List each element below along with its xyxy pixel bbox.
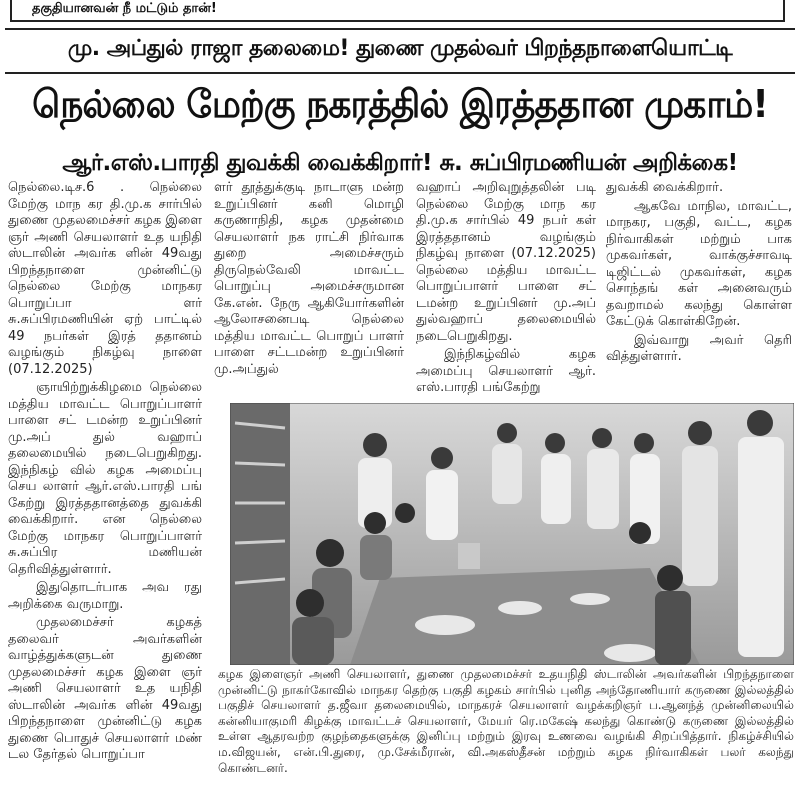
subheadline: ஆர்.எஸ்.பாரதி துவக்கி வைக்கிறார்! சு. சுப்பிரமணியன் அறிக்கை!: [62, 150, 738, 176]
article-column-1: [8, 180, 202, 792]
headline: நெல்லை மேற்கு நகரத்தில் இரத்ததான முகாம்!: [32, 82, 768, 126]
col1-para-2: ஞாயிற்றுக்கிழமை நெல்லை மத்திய மாவட்ட பொறுப்பாளர் பாளை சட் டமன்ற உறுப்பினர் மு.அப் துல் வஹாப் தலைமையில் நடைபெறுகிறது. இந்நிகழ் வில் கழக அமைப்பு செய லாளர் ஆர்.எஸ்.பாரதி பங் கேற்று இரத்ததானத்தை துவக்கி வைக்கிறார். என நெல்லை மேற்கு மாநகர பொறுப்பாளர் சு.சுப்பிர மணியன் தெரிவித்துள்ளார்.: [8, 380, 202, 577]
col4-para-2: ஆகவே மாநில, மாவட்ட, மாநகர, பகுதி, வட்ட, கழக நிர்வாகிகள் மற்றும் பாக முகவர்கள், வாக்குச்சாவடி டிஜிட்டல் முகவர்கள், கழக சொந்தங் கள் அனைவரும் தவறாமல் கலந்து கொள்ள கேட்டுக் கொள்கிறேன்.: [606, 198, 792, 329]
col2-para-1: ளர் தூத்துக்குடி நாடாளு மன்ற உறுப்பினர் கனி மொழி கருணாநிதி, கழக முதன்மை செயலாளர் நக ராட்சி நிர்வாக துறை அமைச்சரும் திருநெல்வேலி மாவட்ட பொறுப்பு அமைச்சருமான கே.என். நேரு ஆகியோர்களின் ஆலோசனைபடி நெல்லை மத்திய மாவட்ட பொறுப் பாளர் பாளை சட்டமன்ற உறுப்பினர் மு.அப்துல்: [214, 180, 404, 377]
photo-caption: கழக இளைஞர் அணி செயலாளர், துணை முதலமைச்சர் உதயநிதி ஸ்டாலின் அவர்களின் பிறந்தநாளை முன்னிட்டு நாகர்கோவில் மாநகர தெற்கு பகுதி கழகம் சார்பில் புனித அந்தோணியார் கருணை இல்லத்தில் பகுதிச் செயலாளர் த.ஜீவா தலைமையில், மாநகரச் செயலாளர் வழக்கறிஞர் ப.ஆனந்த் முன்னிலையில் கன்னியாகுமரி கிழக்கு மாவட்டச் செயலாளர், மேயர் ரெ.மகேஷ் கலந்து கொண்டு கருணை இல்லத்தில் உள்ள ஆதரவற்ற குழந்தைகளுக்கு இனிப்பு மற்றும் இரவு உணவை வழங்கி சிறப்பித்தார். நிகழ்ச்சியில் ம.விஜயன், என்.பி.துரை, மு.சேக்மீரான், வி.அகஸ்தீசன் மற்றும் கழக நிர்வாகிகள் பலர் கலந்து கொண்டனர்.: [218, 667, 794, 775]
rule-top: [5, 28, 795, 30]
event-photo: [230, 403, 794, 665]
article-column-2: [214, 180, 404, 395]
col3-para-2: இந்நிகழ்வில் கழக அமைப்பு செயலாளர் ஆர். எஸ்.பாரதி பங்கேற்று: [416, 347, 596, 395]
article-column-4: [606, 180, 792, 395]
kicker-line: மு. அப்துல் ராஜா தலைமை! துணை முதல்வர் பிறந்தநாளையொட்டி: [67, 36, 733, 61]
rule-kicker: [5, 72, 795, 74]
col4-para-3: இவ்வாறு அவர் தெரி வித்துள்ளார்.: [606, 332, 792, 364]
top-strip-box: [10, 0, 785, 22]
event-photo-illustration: [230, 403, 794, 665]
col1-para-4: முதலமைச்சர் கழகத் தலைவர் அவர்களின் வாழ்த்துக்களுடன் துணை முதலமைச்சர் கழக இளை ஞர் அணி செயலாளர் உத யநிதி ஸ்டாலின் அவர்க ளின் 49வது பிறந்தநாளை முன்னிட்டு கழக துணை பொதுச் செயலாளர் மண் டல தேர்தல் பொறுப்பா: [8, 615, 202, 762]
col1-para-1: நெல்லை.டிச.6 . நெல்லை மேற்கு மாந கர தி.மு.க சார்பில் துணை முதலமைச்சர் கழக இளை ஞர் அணி செயலாளர் உத யநிதி ஸ்டாலின் அவர்க ளின் 49வது பிறந்தநாளை முன்னிட்டு நெல்லை மேற்கு மாநகர பொறுப்பா ளர் சு.சுப்பிரமணியின் ஏற் பாட்டில் 49 நபர்கள் இரத் ததானம் வழங்கும் நிகழ்வு நாளை (07.12.2025): [8, 180, 202, 377]
col4-para-1: துவக்கி வைக்கிறார்.: [606, 180, 724, 195]
article-column-3: [416, 180, 596, 395]
col3-para-1: வஹாப் அறிவுறுத்தலின் படி நெல்லை மேற்கு மாந கர தி.மு.க சார்பில் 49 நபர் கள் இரத்ததானம் வழங்கும் நிகழ்வு நாளை (07.12.2025) நெல்லை மத்திய மாவட்ட பொறுப்பாளர் பாளை சட் டமன்ற உறுப்பினர் மு.அப் துல்வஹாப் தலைமையில் நடைபெறுகிறது.: [416, 180, 596, 344]
col1-para-3: இதுதொடர்பாக அவ ரது அறிக்கை வருமாறு.: [8, 580, 202, 612]
top-strip-text: தகுதியானவன் நீ மட்டும் தான்!: [32, 1, 217, 16]
